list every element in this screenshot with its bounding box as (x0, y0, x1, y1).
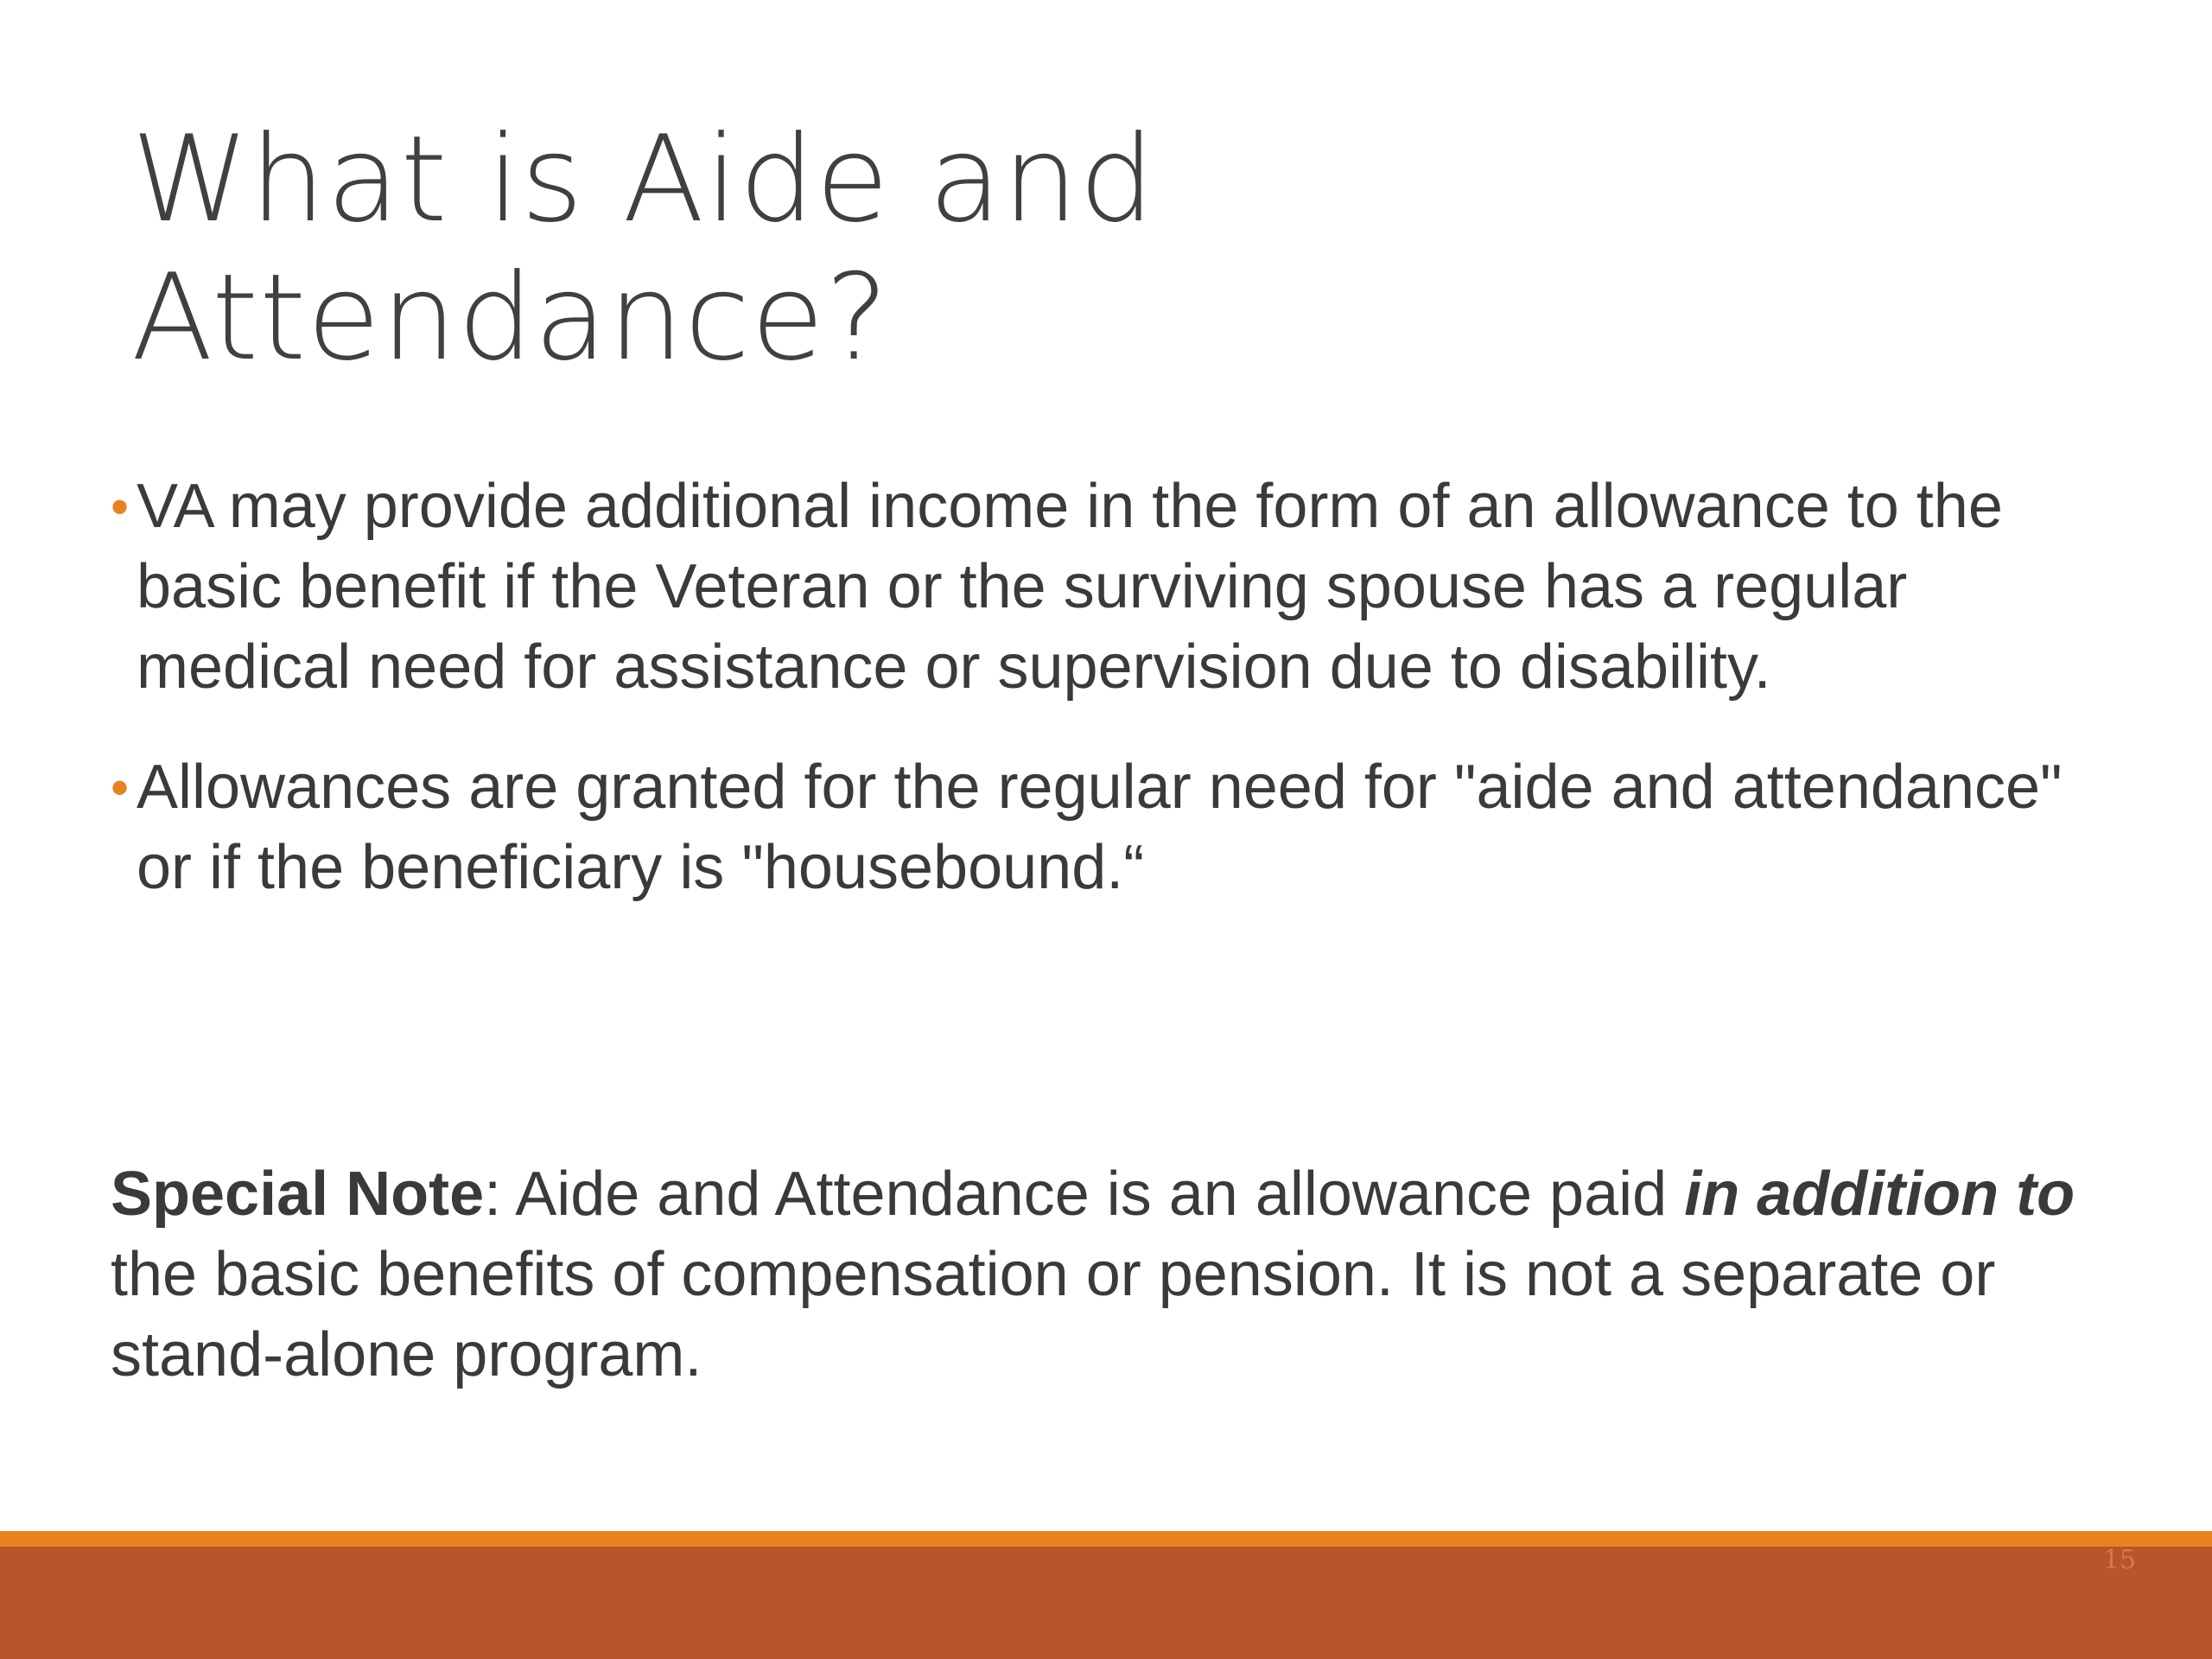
bullet-text-2: Allowances are granted for the regular need for "aide and attendance" or if the beneficiary is "housebound.“ (137, 753, 2063, 902)
special-note-label: Special Note (111, 1160, 485, 1229)
slide-title-line-1: What is Aide and (131, 110, 1156, 249)
bullet-item (111, 467, 2124, 708)
bullet-list (111, 467, 2124, 948)
page-number: 15 (2102, 1545, 2136, 1575)
special-note-colon: : (484, 1160, 516, 1229)
bullet-text-1: VA may provide additional income in the form of an allowance to the basic benefit if the Veteran or the surviving spouse has a regular medical need for assistance or supervision due to disability. (137, 472, 2003, 702)
special-note (111, 1154, 2098, 1395)
special-note-text-2: the basic benefits of compensation or pension. It is not a separate or stand-alone program. (111, 1240, 1996, 1389)
footer-bar (0, 1547, 2212, 1659)
slide-title-line-2: Attendance? (131, 248, 890, 387)
bullet-icon: • (111, 478, 130, 536)
special-note-emphasis: in addition to (1684, 1160, 2075, 1229)
slide-title (131, 111, 1600, 387)
bullet-icon: • (111, 759, 130, 817)
special-note-text-1: Aide and Attendance is an allowance paid (515, 1160, 1685, 1229)
bullet-item (111, 747, 2124, 908)
footer-accent-stripe (0, 1531, 2212, 1547)
